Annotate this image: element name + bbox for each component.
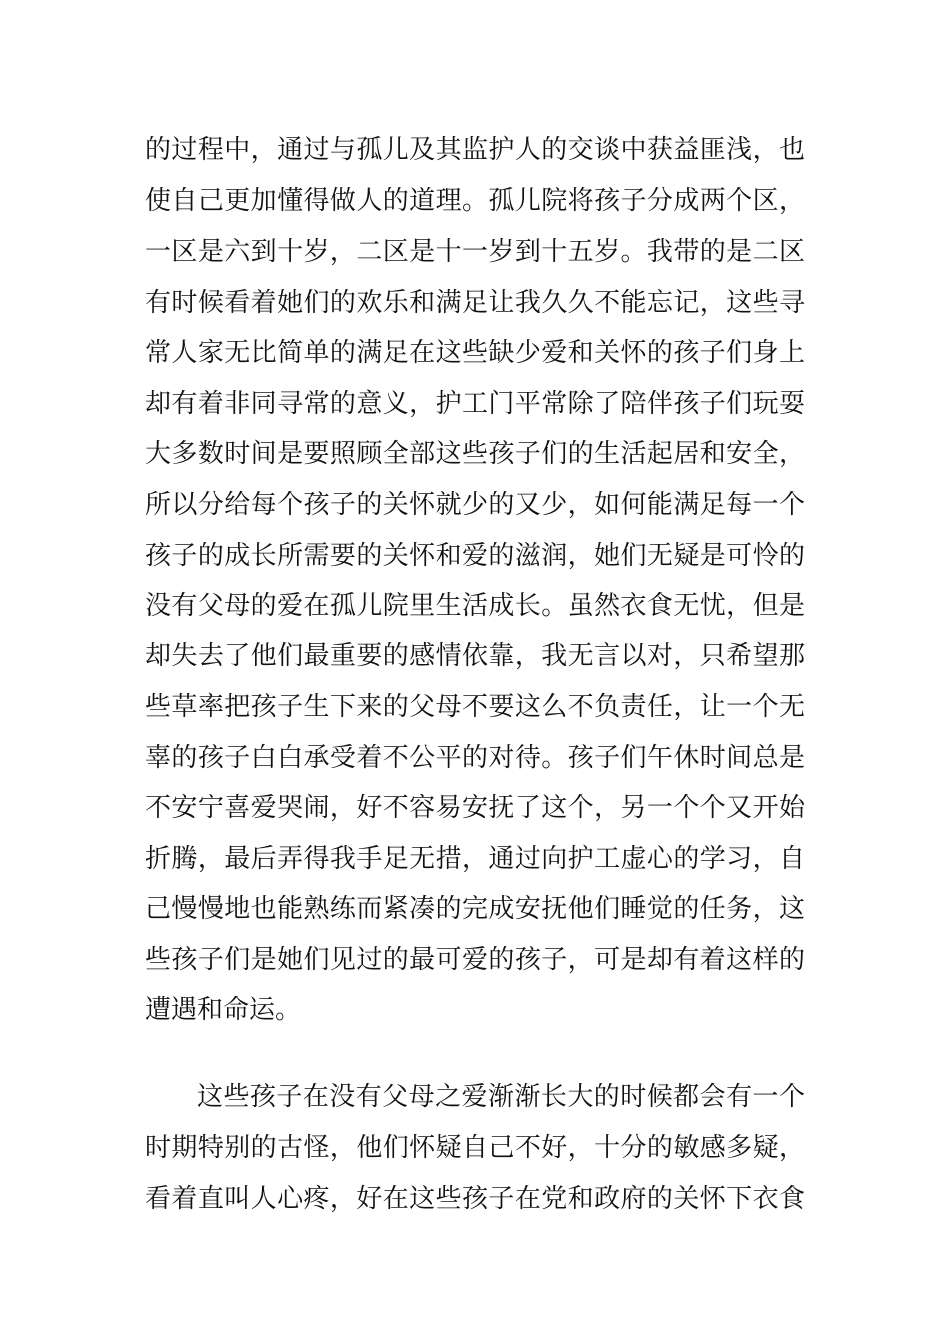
paragraph-2-line-3: 看着直叫人心疼，好在这些孩子在党和政府的关怀下衣食	[145, 1184, 805, 1214]
paragraph-1-line-16: 己慢慢地也能熟练而紧凑的完成安抚他们睡觉的任务，这	[145, 894, 805, 924]
paragraph-1-line-14: 不安宁喜爱哭闹，好不容易安抚了这个，另一个个又开始	[145, 793, 805, 823]
paragraph-2-line-1: 这些孩子在没有父母之爱渐渐长大的时候都会有一个	[197, 1082, 805, 1112]
paragraph-1-line-5: 常人家无比简单的满足在这些缺少爱和关怀的孩子们身上	[145, 338, 805, 368]
paragraph-1-line-17: 些孩子们是她们见过的最可爱的孩子，可是却有着这样的	[145, 945, 805, 975]
paragraph-1-line-4: 有时候看着她们的欢乐和满足让我久久不能忘记，这些寻	[145, 288, 805, 318]
paragraph-1-line-2: 使自己更加懂得做人的道理。孤儿院将孩子分成两个区，	[145, 186, 805, 216]
paragraph-1-line-7: 大多数时间是要照顾全部这些孩子们的生活起居和安全，	[145, 439, 805, 469]
paragraph-1-line-6: 却有着非同寻常的意义，护工门平常除了陪伴孩子们玩耍	[145, 389, 805, 419]
paragraph-1-line-8: 所以分给每个孩子的关怀就少的又少，如何能满足每一个	[145, 490, 805, 520]
paragraph-1-line-13: 辜的孩子白白承受着不公平的对待。孩子们午休时间总是	[145, 743, 805, 773]
paragraph-1-line-9: 孩子的成长所需要的关怀和爱的滋润，她们无疑是可怜的	[145, 541, 805, 571]
paragraph-1-line-15: 折腾，最后弄得我手足无措，通过向护工虚心的学习，自	[145, 844, 805, 874]
paragraph-1-line-1: 的过程中，通过与孤儿及其监护人的交谈中获益匪浅，也	[145, 135, 805, 165]
paragraph-1-line-11: 却失去了他们最重要的感情依靠，我无言以对，只希望那	[145, 641, 805, 671]
paragraph-1-line-3: 一区是六到十岁，二区是十一岁到十五岁。我带的是二区	[145, 237, 805, 267]
paragraph-2-line-2: 时期特别的古怪，他们怀疑自己不好，十分的敏感多疑，	[145, 1133, 805, 1163]
paragraph-1-line-10: 没有父母的爱在孤儿院里生活成长。虽然衣食无忧，但是	[145, 591, 805, 621]
paragraph-1-line-18: 遭遇和命运。	[145, 995, 302, 1025]
paragraph-1-line-12: 些草率把孩子生下来的父母不要这么不负责任，让一个无	[145, 692, 805, 722]
